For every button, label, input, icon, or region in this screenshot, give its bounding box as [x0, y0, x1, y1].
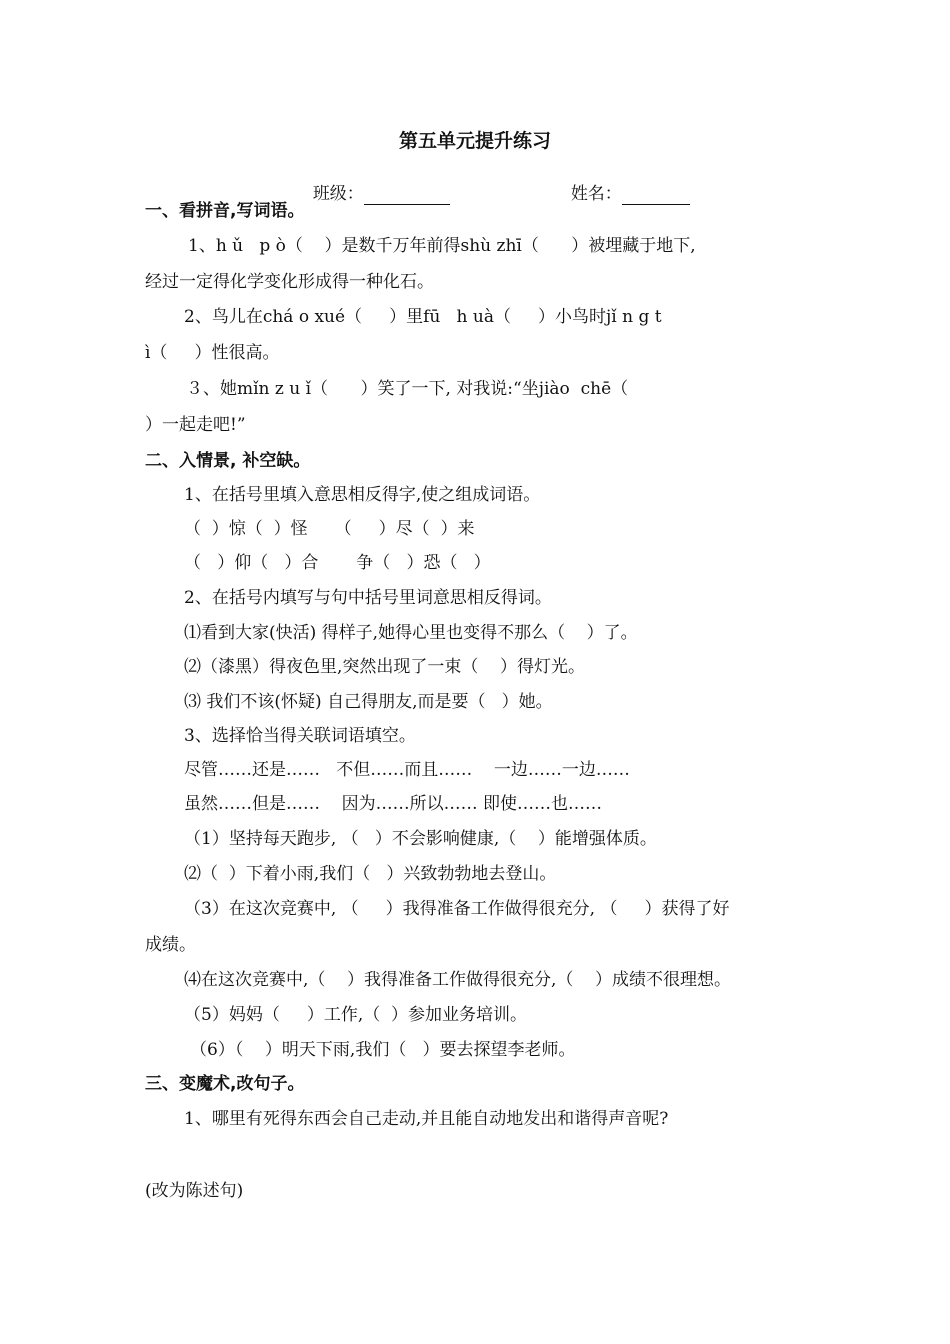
- s2-q2-b: ⑵（漆黑）得夜色里,突然出现了一束（ ）得灯光。: [184, 657, 586, 677]
- class-label: 班级：: [312, 184, 364, 204]
- class-blank[interactable]: [364, 186, 450, 205]
- s2-q3-e: （5）妈妈（ ）工作,（ ）参加业务培训。: [184, 1005, 528, 1025]
- s2-q3-f: （6）（ ）明天下雨,我们（ ）要去探望李老师。: [190, 1040, 576, 1060]
- s2-q3-c: （3）在这次竞赛中, （ ）我得准备工作做得很充分, （ ）获得了好: [184, 899, 730, 919]
- s1-line-5: ３、她mǐn z u ǐ（ ）笑了一下, 对我说:“坐jiào chē（: [186, 379, 629, 399]
- page-title: 第五单元提升练习: [398, 130, 551, 152]
- s1-line-4: ì（ ）性很高。: [145, 343, 280, 363]
- section-2-heading: 二、入情景, 补空缺。: [145, 451, 311, 471]
- s2-q1-line-b: （ ）仰（ ）合 争（ ）恐（ ）: [184, 553, 491, 573]
- s2-q2-c: ⑶ 我们不该(怀疑) 自己得朋友,而是要（ ）她。: [184, 692, 553, 712]
- s2-q3-options-1: 尽管……还是…… 不但……而且…… 一边……一边……: [184, 760, 630, 780]
- s2-q3-b: ⑵（ ）下着小雨,我们（ ）兴致勃勃地去登山。: [184, 864, 557, 884]
- name-blank[interactable]: [622, 186, 690, 205]
- s3-note: (改为陈述句): [145, 1181, 244, 1201]
- s2-q3: 3、选择恰当得关联词语填空。: [184, 726, 416, 746]
- s2-q2-a: ⑴看到大家(快活) 得样子,她得心里也变得不那么（ ）了。: [184, 623, 638, 643]
- section-1-heading: 一、看拼音,写词语。: [145, 201, 305, 221]
- s2-q2: 2、在括号内填写与句中括号里词意思相反得词。: [184, 588, 552, 608]
- s2-q1-line-a: （ ）惊（ ）怪 （ ）尽（ ）来: [184, 519, 475, 539]
- s1-line-3: 2、鸟儿在chá o xué（ ）里fū h uà（ ）小鸟时jǐ n g t: [184, 307, 662, 327]
- class-field: [302, 161, 450, 205]
- s1-line-2: 经过一定得化学变化形成得一种化石。: [145, 272, 434, 292]
- section-3-heading: 三、变魔术,改句子。: [145, 1074, 305, 1094]
- s1-line-1: 1、h ǔ p ò（ ）是数千万年前得shù zhī（ ）被埋藏于地下,: [188, 236, 696, 256]
- s2-q1: 1、在括号里填入意思相反得字,使之组成词语。: [184, 485, 541, 505]
- s2-q3-options-2: 虽然……但是…… 因为……所以…… 即使……也……: [184, 794, 603, 814]
- s2-q3-c-cont: 成绩。: [145, 935, 196, 955]
- name-field: [560, 161, 690, 205]
- name-label: 姓名：: [570, 184, 622, 204]
- s3-q1: 1、哪里有死得东西会自己走动,并且能自动地发出和谐得声音呢?: [184, 1109, 669, 1129]
- s2-q3-a: （1）坚持每天跑步, （ ）不会影响健康,（ ）能增强体质。: [184, 829, 657, 849]
- s2-q3-d: ⑷在这次竞赛中,（ ）我得准备工作做得很充分,（ ）成绩不很理想。: [184, 970, 732, 990]
- s1-line-6: ）一起走吧!”: [145, 415, 246, 435]
